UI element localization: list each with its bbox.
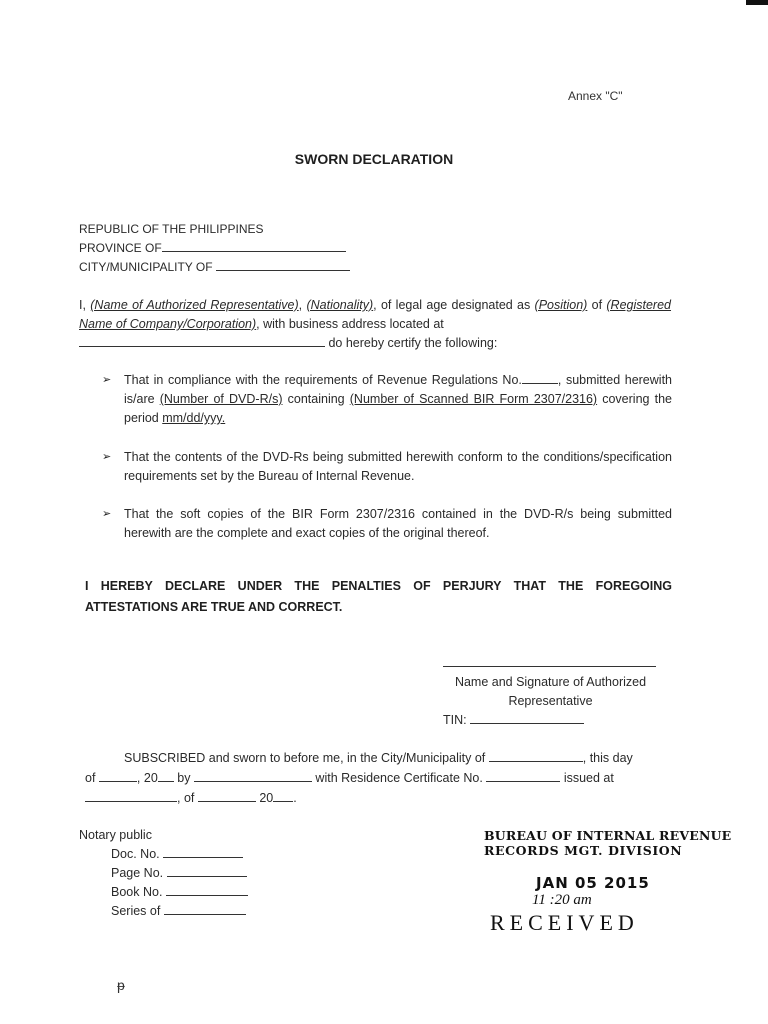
book-no-field: Book No. [79,883,248,902]
nationality-placeholder: (Nationality) [306,298,374,312]
tin-field: TIN: [443,712,584,727]
signature-label: Name and Signature of Authorized Representative [454,675,647,708]
name-placeholder: (Name of Authorized Representative) [90,298,299,312]
tin-blank [470,712,584,724]
arrow-bullet-icon: ➢ [102,374,112,386]
notary-heading: Notary public [79,828,152,842]
stamp-received: RECEIVED [490,910,639,935]
notary-block [79,826,248,921]
stamp-time: 11 :20 am [532,892,592,908]
footer-mark: ᵽ [117,977,125,993]
province-blank [162,239,346,252]
arrow-bullet-icon: ➢ [102,508,112,520]
company-placeholder: (Registered Name of Company/Corporation) [79,298,672,331]
city-blank [216,258,350,271]
address-blank [79,335,325,347]
stamp-bureau: BUREAU OF INTERNAL REVENUE [484,828,732,843]
position-placeholder: (Position) [534,298,588,312]
stamp-division: RECORDS MGT. DIVISION [484,843,683,858]
doc-no-field: Doc. No. [79,845,248,864]
jurat-paragraph: SUBSCRIBED and sworn to before me, in the City/Municipality of , this day of , 20 by with Residence Certificate No. issued at , of 20 . [85,751,633,805]
venue-city: CITY/MUNICIPALITY OF [79,258,350,277]
arrow-bullet-icon: ➢ [102,451,112,463]
signature-line [443,666,656,667]
venue-block [79,220,350,277]
series-field: Series of [79,902,248,921]
venue-province: PROVINCE OF [79,239,350,258]
document-title: SWORN DECLARATION [294,151,454,167]
perjury-declaration: I HEREBY DECLARE UNDER THE PENALTIES OF PERJURY THAT THE FOREGOING ATTESTATIONS ARE TRUE AND CORRECT. [85,579,672,614]
page-no-field: Page No. [79,864,248,883]
regulation-blank [522,372,558,384]
corner-scan-mark [746,0,768,5]
received-stamp [484,828,732,935]
stamp-date: JAN 05 2015 [536,874,650,892]
intro-paragraph: I, (Name of Authorized Representative), (Nationality), of legal age designated as (Position) of (Registered Name of Company/Corporation), with business address located at do hereby certify the following: [79,298,672,350]
venue-republic: REPUBLIC OF THE PHILIPPINES [79,222,264,236]
annex-label: Annex "C" [568,89,623,103]
